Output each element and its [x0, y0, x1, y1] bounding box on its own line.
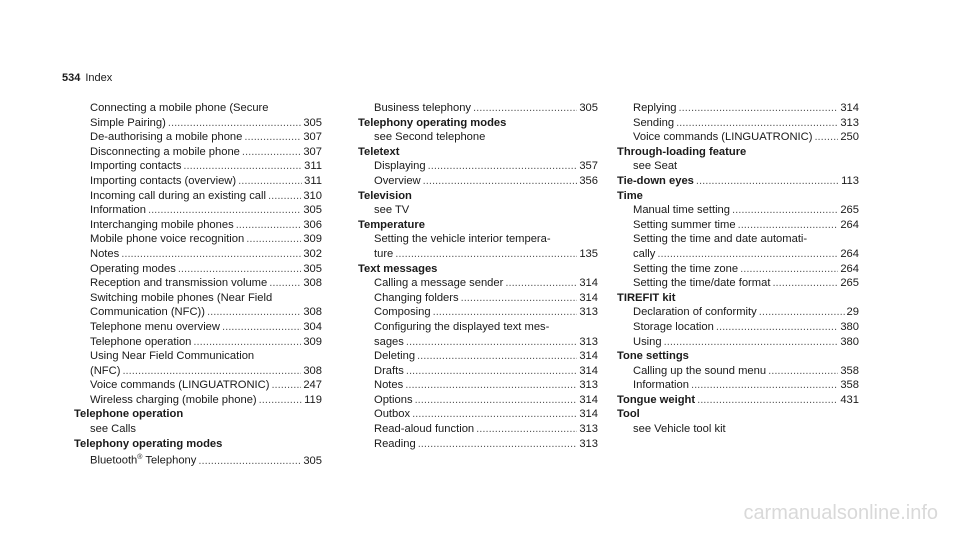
- page-ref: 309: [303, 233, 322, 246]
- page-ref: 302: [303, 247, 322, 260]
- index-heading: Through-loading feature: [617, 145, 747, 158]
- page-ref: 314: [579, 350, 598, 363]
- page-ref: 247: [303, 379, 322, 392]
- index-entry: Notes ..... 302: [74, 247, 322, 262]
- page-header: [62, 72, 112, 84]
- page-ref: 357: [579, 160, 598, 173]
- page-ref: 307: [303, 145, 322, 158]
- page-ref: 264: [840, 262, 859, 275]
- index-entry: sages ..... 313: [358, 335, 598, 350]
- index-heading: Telephony operating modes: [74, 437, 223, 450]
- index-entry: Telephone operation ..... 309: [74, 335, 322, 350]
- index-heading: Television: [358, 189, 412, 202]
- index-entry: Displaying ..... 357: [358, 159, 598, 174]
- index-heading-entry: Tongue weight ..... 431: [617, 393, 859, 408]
- page-ref: 264: [840, 218, 859, 231]
- index-entry: Incoming call during an existing call ..... 310: [74, 189, 322, 204]
- index-entry: Storage location ..... 380: [617, 320, 859, 335]
- page-ref: 305: [303, 454, 322, 467]
- index-entry: Voice commands (LINGUATRONIC) ..... 247: [74, 378, 322, 393]
- page-section-title: Index: [85, 72, 113, 84]
- page-ref: 250: [840, 131, 859, 144]
- page-ref: 309: [303, 335, 322, 348]
- index-entry: Using ..... 380: [617, 335, 859, 350]
- page-ref: 310: [303, 189, 322, 202]
- index-entry: Replying ..... 314: [617, 101, 859, 116]
- index-text-line: Switching mobile phones (Near Field: [90, 291, 273, 304]
- index-entry: Setting the time/date format ..... 265: [617, 276, 859, 291]
- index-heading: TIREFIT kit: [617, 291, 676, 304]
- index-entry: Simple Pairing) ..... 305: [74, 116, 322, 131]
- index-entry: Read-aloud function ..... 313: [358, 422, 598, 437]
- page-ref: 304: [303, 320, 322, 333]
- index-column-1: [74, 101, 322, 469]
- page-ref: 119: [304, 393, 322, 406]
- index-heading: Teletext: [358, 145, 400, 158]
- index-entry: Deleting ..... 314: [358, 349, 598, 364]
- page-ref: 314: [579, 408, 598, 421]
- index-entry: Importing contacts (overview) ..... 311: [74, 174, 322, 189]
- page-ref: 305: [579, 102, 598, 114]
- page-ref: 305: [303, 204, 322, 217]
- index-entry: cally ..... 264: [617, 247, 859, 262]
- index-entry: Drafts ..... 314: [358, 364, 598, 379]
- page-ref: 313: [579, 423, 598, 436]
- index-column-2: [358, 101, 598, 451]
- index-see-ref: see Vehicle tool kit: [633, 423, 726, 436]
- index-entry: Setting summer time ..... 264: [617, 218, 859, 233]
- index-heading: Telephone operation: [74, 408, 184, 421]
- index-entry: ture ..... 135: [358, 247, 598, 262]
- index-entry: Manual time setting ..... 265: [617, 203, 859, 218]
- index-entry: Information ..... 358: [617, 378, 859, 393]
- index-entry: Declaration of conformity ..... 29: [617, 305, 859, 320]
- page-ref: 29: [846, 306, 859, 319]
- page-ref: 314: [579, 364, 598, 377]
- index-text-line: Configuring the displayed text mes-: [374, 320, 550, 333]
- index-entry: Importing contacts ..... 311: [74, 159, 322, 174]
- page-ref: 264: [840, 247, 859, 260]
- page-ref: 356: [579, 174, 598, 187]
- page-ref: 314: [579, 277, 598, 290]
- page-ref: 306: [303, 218, 322, 231]
- index-entry: Options ..... 314: [358, 393, 598, 408]
- index-entry: Overview ..... 356: [358, 174, 598, 189]
- index-see-ref: see TV: [374, 204, 410, 217]
- index-entry: Business telephony ..... 305: [358, 101, 598, 116]
- index-entry: Mobile phone voice recognition ..... 309: [74, 232, 322, 247]
- index-entry: Composing ..... 313: [358, 305, 598, 320]
- page-ref: 135: [579, 247, 598, 260]
- index-entry: Outbox ..... 314: [358, 407, 598, 422]
- page-ref: 431: [840, 393, 859, 406]
- index-entry: (NFC) ..... 308: [74, 364, 322, 379]
- index-see-ref: see Seat: [633, 160, 678, 173]
- page-number: 534: [62, 72, 81, 84]
- page-ref: 314: [579, 291, 598, 304]
- index-entry: Interchanging mobile phones ..... 306: [74, 218, 322, 233]
- page-ref: 314: [840, 102, 859, 114]
- index-entry: Reading ..... 313: [358, 437, 598, 452]
- page-ref: 308: [303, 364, 322, 377]
- index-see-ref: see Second telephone: [374, 131, 486, 144]
- page-ref: 313: [579, 306, 598, 319]
- index-entry: De-authorising a mobile phone ..... 307: [74, 130, 322, 145]
- page-ref: 113: [841, 174, 859, 187]
- page-ref: 307: [303, 131, 322, 144]
- page-ref: 313: [579, 437, 598, 450]
- index-entry: Setting the time zone ..... 264: [617, 262, 859, 277]
- index-entry: Bluetooth® Telephony ..... 305: [74, 451, 322, 468]
- page-ref: 305: [303, 262, 322, 275]
- watermark: carmanualsonline.info: [743, 502, 938, 524]
- page-ref: 265: [840, 277, 859, 290]
- page-ref: 313: [579, 335, 598, 348]
- index-entry: Disconnecting a mobile phone ..... 307: [74, 145, 322, 160]
- index-entry: Wireless charging (mobile phone) ..... 119: [74, 393, 322, 408]
- page-ref: 308: [303, 306, 322, 319]
- index-entry: Operating modes ..... 305: [74, 262, 322, 277]
- page-ref: 311: [304, 174, 322, 187]
- page-ref: 380: [840, 320, 859, 333]
- index-entry: Calling up the sound menu ..... 358: [617, 364, 859, 379]
- index-column-3: [617, 101, 859, 437]
- registered-mark: ®: [137, 454, 143, 462]
- index-entry: Calling a message sender ..... 314: [358, 276, 598, 291]
- page-ref: 358: [840, 364, 859, 377]
- index-heading-entry: Tie-down eyes ..... 113: [617, 174, 859, 189]
- page-ref: 313: [840, 116, 859, 129]
- index-heading: Tone settings: [617, 350, 689, 363]
- index-text-line: Setting the time and date automati-: [633, 233, 808, 246]
- page-ref: 311: [304, 160, 322, 173]
- index-heading: Tool: [617, 408, 640, 421]
- index-entry: Sending ..... 313: [617, 116, 859, 131]
- index-text-line: Using Near Field Communication: [90, 350, 255, 363]
- index-entry: Telephone menu overview ..... 304: [74, 320, 322, 335]
- index-entry: Voice commands (LINGUATRONIC) ..... 250: [617, 130, 859, 145]
- index-text-line: Setting the vehicle interior tempera-: [374, 233, 551, 246]
- index-entry: Notes ..... 313: [358, 378, 598, 393]
- page-ref: 314: [579, 393, 598, 406]
- page-ref: 305: [303, 116, 322, 129]
- page-ref: 380: [840, 335, 859, 348]
- index-entry: Information ..... 305: [74, 203, 322, 218]
- index-heading: Telephony operating modes: [358, 116, 507, 129]
- index-entry: Reception and transmission volume ..... 308: [74, 276, 322, 291]
- index-see-ref: see Calls: [90, 423, 137, 436]
- page-ref: 313: [579, 379, 598, 392]
- index-entry: Communication (NFC)) ..... 308: [74, 305, 322, 320]
- index-heading: Temperature: [358, 218, 425, 231]
- index-text-line: Connecting a mobile phone (Secure: [90, 102, 269, 114]
- index-entry: Changing folders ..... 314: [358, 291, 598, 306]
- index-heading: Text messages: [358, 262, 438, 275]
- index-heading: Time: [617, 189, 643, 202]
- page-ref: 308: [303, 277, 322, 290]
- page-ref: 358: [840, 379, 859, 392]
- page-ref: 265: [840, 204, 859, 217]
